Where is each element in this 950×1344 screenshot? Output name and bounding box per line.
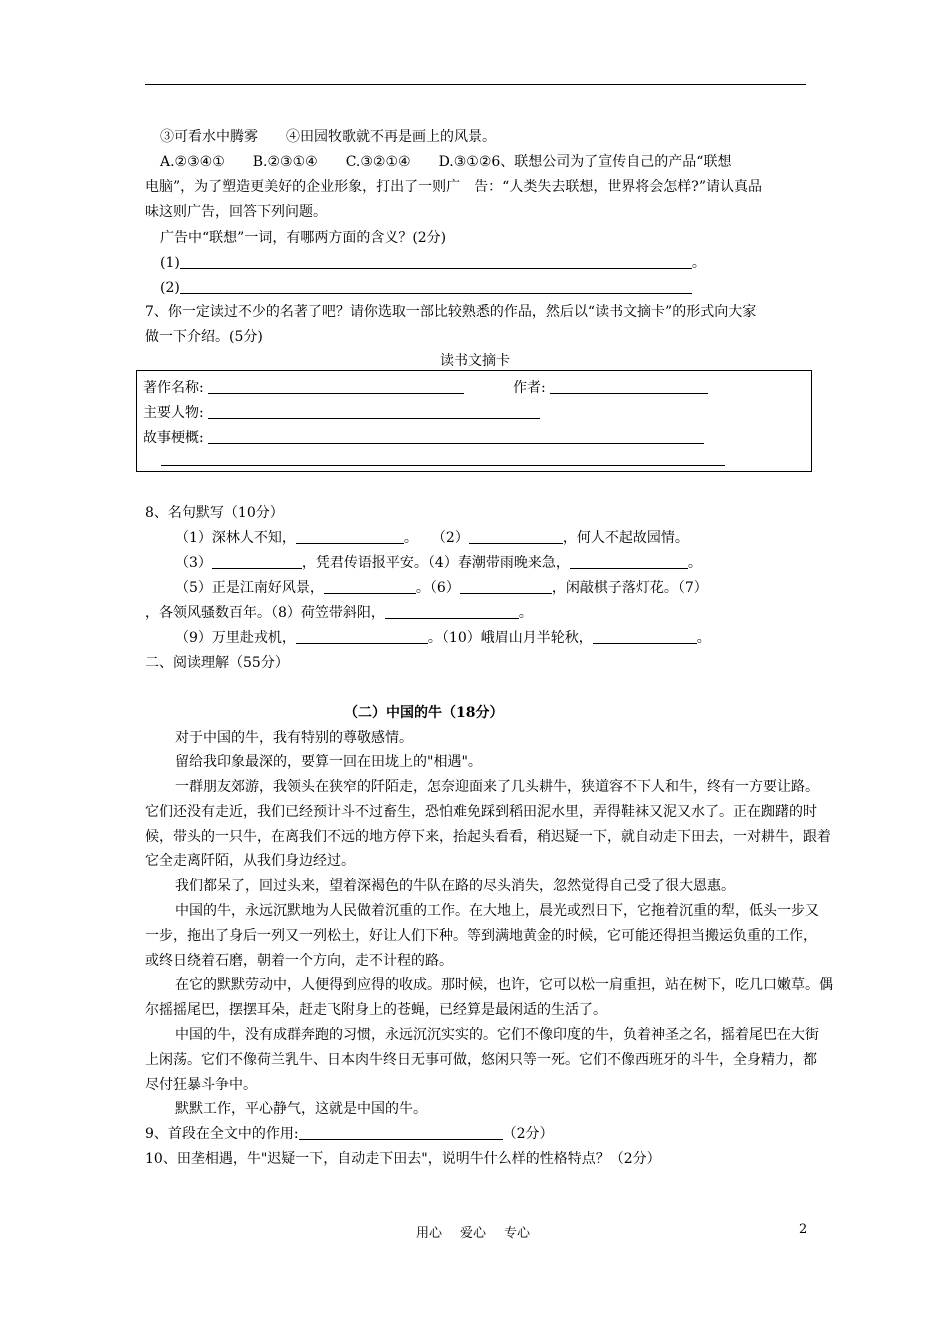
reading-card-title: 读书文摘卡 (440, 353, 510, 369)
passage-p7-line1: 中国的牛，没有成群奔跑的习惯，永远沉沉实实的。它们不像印度的牛，负着神圣之名，摇着尾巴在大街 (175, 1027, 819, 1043)
q8-blank-8[interactable] (296, 629, 428, 644)
q7-text-line2: 做一下介绍。(5分) (145, 329, 263, 345)
card-book-label: 著作名称: (143, 380, 204, 396)
passage-p2: 留给我印象最深的，要算一回在田垅上的"相遇"。 (175, 754, 482, 770)
card-author-blank[interactable] (550, 379, 708, 394)
section-2-heading: 二、阅读理解（55分） (145, 655, 289, 671)
passage-p6-line2: 尔摇摇尾巴，摆摆耳朵，赶走飞附身上的苍蝇，已经算是最闲适的生活了。 (145, 1002, 607, 1018)
card-plot-blank[interactable] (208, 429, 704, 444)
q8-r5a: （9）万里赴戎机， (175, 630, 296, 646)
page-number: 2 (799, 1222, 808, 1237)
card-author-row (513, 379, 708, 397)
q8-row-3 (175, 579, 708, 597)
q8-r2b: ，凭君传语报平安。（4）春潮带雨晚来急， (301, 555, 570, 571)
q6-answer-1-blank[interactable] (180, 254, 692, 269)
q8-r4b: 。 (518, 605, 533, 621)
passage-p5-line1: 中国的牛，永远沉默地为人民做着沉重的工作。在大地上，晨光或烈日下，它拖着沉重的犁，低头一步又 (175, 903, 819, 919)
q8-blank-7[interactable] (385, 604, 519, 619)
q8-r3a: （5）正是江南好风景， (175, 580, 324, 596)
card-characters-blank[interactable] (208, 404, 540, 419)
q8-blank-9[interactable] (593, 629, 697, 644)
q8-r2c: 。 (687, 555, 702, 571)
q6-answer-2-blank[interactable] (180, 279, 692, 294)
q8-heading: 8、名句默写（10分） (145, 505, 284, 521)
q8-blank-5[interactable] (324, 579, 416, 594)
q9-text: 9、首段在全文中的作用: (145, 1126, 299, 1142)
footer-motto-1: 用心 (416, 1226, 443, 1241)
passage-p7-line2: 上闲荡。它们不像荷兰乳牛、日本肉牛终日无事可做，悠闲只等一死。它们不像西班牙的斗牛，全身精力，都 (145, 1052, 817, 1068)
passage-p3-line3: 候，带头的一只牛，在离我们不远的地方停下来，抬起头看看，稍迟疑一下，就自动走下田去，一对耕牛，跟着 (145, 829, 831, 845)
q8-blank-2[interactable] (469, 529, 563, 544)
q8-blank-4[interactable] (570, 554, 688, 569)
passage-p1: 对于中国的牛，我有特别的尊敬感情。 (175, 730, 413, 746)
passage-p3-line1: 一群朋友郊游，我领头在狭窄的阡陌走，怎奈迎面来了几头耕牛，狭道容不下人和牛，终有一方要让路。 (175, 779, 819, 795)
passage-p5-line2: 一步，拖出了身后一列又一列松土，好让人们下种。等到满地黄金的时候，它可能还得担当搬运负重的工作， (145, 928, 817, 944)
q6-answer-1-period: 。 (691, 255, 706, 271)
reading-card (136, 370, 812, 472)
passage-title: （二）中国的牛（18分） (344, 705, 504, 721)
q9-points: （2分） (502, 1126, 554, 1142)
q8-r1b: 。 （2） (403, 530, 469, 546)
passage-p6-line1: 在它的默默劳动中，人便得到应得的收成。那时候，也许，它可以松一肩重担，站在树下，吃几口嫩草。偶 (175, 977, 833, 993)
q8-blank-1[interactable] (296, 529, 404, 544)
q8-blank-6[interactable] (460, 579, 552, 594)
q8-r5b: 。（10）峨眉山月半轮秋， (427, 630, 593, 646)
q8-row-1 (175, 529, 689, 547)
q8-r3b: 。（6） (415, 580, 460, 596)
passage-p7-line3: 尽付狂暴斗争中。 (145, 1077, 257, 1093)
footer-motto-2: 爱心 (460, 1226, 487, 1241)
card-plot-blank-2[interactable] (161, 465, 725, 466)
passage-p8: 默默工作，平心静气，这就是中国的牛。 (175, 1101, 427, 1117)
q8-row-5 (175, 629, 711, 647)
card-plot-row (143, 429, 704, 447)
q6-text-line3: 味这则广告，回答下列问题。 (145, 204, 327, 220)
q8-r3c: ，闲敲棋子落灯花。（7） (551, 580, 708, 596)
q8-blank-3[interactable] (212, 554, 302, 569)
q6-answer-1-label: (1) (160, 255, 180, 271)
q8-r4a: ，各领风骚数百年。（8）荷笠带斜阳， (145, 605, 385, 621)
passage-p3-line4: 它全走离阡陌，从我们身边经过。 (145, 853, 355, 869)
q9-blank[interactable] (299, 1125, 503, 1140)
card-author-label: 作者: (513, 380, 546, 396)
card-characters-label: 主要人物: (143, 405, 204, 421)
q8-r5c: 。 (696, 630, 711, 646)
q9 (145, 1125, 554, 1143)
footer-motto-3: 专心 (504, 1226, 531, 1241)
q6-text-line2: 电脑”，为了塑造更美好的企业形象，打出了一则广 告：“人类失去联想，世界将会怎样?”请认真品 (145, 179, 762, 195)
passage-p3-line2: 它们还没有走近，我们已经预计斗不过畜生，恐怕难免踩到稻田泥水里，弄得鞋袜又泥又水了。正在踟躇的时 (145, 804, 817, 820)
q6-answer-1 (160, 254, 706, 272)
q6-answer-2-label: (2) (160, 280, 180, 296)
q6-subquestion: 广告中“联想”一词，有哪两方面的含义？(2分) (160, 230, 447, 246)
q8-row-2 (175, 554, 702, 572)
header-rule (145, 84, 806, 85)
q8-r1a: （1）深林人不知， (175, 530, 296, 546)
q5-options-tail: ③可看水中腾雾 ④田园牧歌就不再是画上的风景。 (160, 129, 496, 145)
q6-answer-2 (160, 279, 692, 297)
passage-p5-line3: 或终日绕着石磨，朝着一个方向，走不计程的路。 (145, 953, 453, 969)
passage-p4: 我们都呆了，回过头来，望着深褐色的牛队在路的尽头消失，忽然觉得自己受了很大恩惠。 (175, 878, 735, 894)
q8-row-4 (145, 604, 533, 622)
q5-choices: A.②③④① B.②③①④ C.③②①④ D.③①②6、联想公司为了宣传自己的产品“联想 (160, 154, 732, 170)
q8-r2a: （3） (175, 555, 212, 571)
q10: 10、田垄相遇，牛"迟疑一下，自动走下田去"，说明牛什么样的性格特点？（2分） (145, 1151, 661, 1167)
card-book-row (143, 379, 464, 397)
card-book-blank[interactable] (208, 379, 464, 394)
q8-r1c: ，何人不起故园情。 (562, 530, 689, 546)
card-characters-row (143, 404, 540, 422)
card-plot-label: 故事梗概: (143, 430, 204, 446)
q7-text-line1: 7、你一定读过不少的名著了吧？请你选取一部比较熟悉的作品，然后以“读书文摘卡”的形式向大家 (145, 304, 757, 320)
